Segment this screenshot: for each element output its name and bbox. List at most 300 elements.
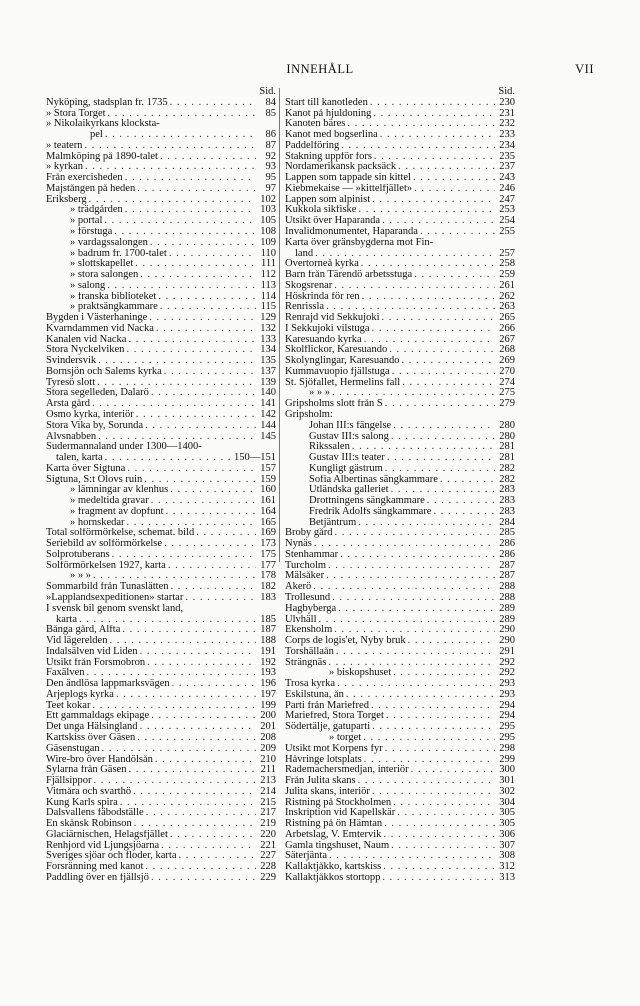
dot-leader [420,227,495,238]
toc-entry-page: 237 [499,162,515,173]
toc-entry [46,851,276,862]
toc-entry-page: 265 [499,313,515,324]
toc-entry-title: Bygden i Västerhaninge [46,313,148,324]
dot-leader [84,141,256,152]
dot-leader [164,367,256,378]
toc-entry-title: » slottskapellet [70,259,134,270]
dot-leader [155,755,256,766]
toc-entry-title: Sofia Albertinas sängkammare [309,474,438,485]
toc-entry-title: Kanot på hjuldoning [285,108,372,119]
toc-entry-title: Kummavuopio fjällstuga [285,366,390,377]
toc-entry-title: Stora Nyckelviken [46,345,125,356]
dot-leader [397,808,495,819]
toc-entry [285,550,515,561]
toc-entry-page: 283 [499,485,515,496]
dot-leader [140,270,256,281]
toc-entry-page: 246 [499,183,515,194]
dot-leader [161,841,256,852]
toc-entry [285,335,515,346]
toc-entry [46,464,276,475]
toc-entry-title: » lämningar av klenhus [70,485,169,496]
toc-entry [285,690,515,701]
toc-entry-page: 235 [499,151,515,162]
toc-entry [285,830,515,841]
toc-entry [46,216,276,227]
toc-entry [285,507,515,518]
toc-entry-page: 267 [499,334,515,345]
dot-leader [160,152,256,163]
dot-leader [125,173,256,184]
toc-entry-title: Gustav III:s salong [309,431,389,442]
toc-entry-page: 140 [260,388,276,399]
dot-leader [116,690,256,701]
dot-leader [389,345,495,356]
toc-entry-title: » trädgården [70,205,123,216]
toc-entry-page: 144 [260,420,276,431]
toc-entry [46,690,276,701]
toc-entry-title: Trosa kyrka [285,679,336,690]
toc-entry-title: Stora segelleden, Dalarö [46,388,149,399]
toc-entry [285,410,515,421]
toc-entry [46,744,276,755]
toc-entry [46,722,276,733]
toc-entry [46,636,276,647]
toc-entry-page: 192 [260,657,276,668]
toc-entry-page: 286 [499,549,515,560]
toc-entry-title: Stakning uppför fors [285,151,372,162]
toc-entry [285,378,515,389]
dot-leader [338,604,495,615]
toc-entry-page: 261 [499,280,515,291]
toc-entry-page: 105 [260,216,276,227]
dot-leader [371,701,495,712]
toc-entry [285,313,515,324]
toc-entry [46,335,276,346]
dot-leader [363,733,495,744]
toc-entry [285,205,515,216]
toc-entry-title: Höskrinda för ren [285,291,360,302]
toc-entry [285,141,515,152]
toc-entry-title: Gripsholm: [285,410,333,420]
dot-leader [392,367,495,378]
toc-entry-title: Utsikt från Forsmobron [46,657,146,668]
toc-entry-title: » teatern [46,140,83,151]
toc-entry-title: Ekensholm [285,625,333,636]
dot-leader [372,324,495,335]
dot-leader [147,658,256,669]
toc-entry-title: Seriebild av solförmörkelse [46,539,163,550]
toc-entry [285,238,515,249]
toc-entry-page: 304 [499,797,515,808]
toc-entry [46,539,276,550]
dot-leader [314,539,495,550]
toc-entry-page: 228 [260,862,276,873]
toc-entry-title: » » » [70,571,91,582]
toc-entry [285,776,515,787]
toc-entry [285,216,515,227]
toc-entry [285,281,515,292]
toc-entry [285,195,515,206]
dot-leader [337,679,495,690]
toc-entry-title: Renrissla [285,302,325,313]
toc-entry [46,378,276,389]
toc-entry-title: Karesuando kyrka [285,334,362,345]
toc-entry-page: 243 [499,173,515,184]
toc-entry-page: 142 [260,410,276,420]
toc-entry-title: Kiebmekaise — »kittelfjället» [285,183,413,194]
toc-entry-page: 227 [260,851,276,862]
dot-leader [151,388,256,399]
dot-leader [340,550,495,561]
dot-leader [102,744,256,755]
toc-entry-page: 139 [260,377,276,388]
toc-entry-title: Trollesund [285,593,331,604]
dot-leader [383,830,495,841]
toc-entry-page: 294 [499,711,515,722]
toc-entry-title: Älvsnabben [46,431,97,442]
toc-entry-page: 219 [260,819,276,830]
toc-entry-page: 111 [261,259,276,270]
toc-entry-title: Karta över gränsbygderna mot Fin- [285,237,434,248]
toc-entry [285,862,515,873]
dot-leader [109,636,256,647]
toc-entry-page: 255 [499,226,515,237]
dot-leader [87,668,257,679]
dot-leader [411,765,495,776]
toc-entry-page: 275 [499,388,515,399]
dot-leader [335,528,495,539]
toc-entry [46,550,276,561]
toc-entry [285,561,515,572]
dot-leader [315,249,495,260]
dot-leader [170,830,256,841]
toc-entry [285,432,515,443]
toc-entry-page: 283 [499,496,515,507]
dot-leader [427,496,495,507]
toc-entry-title: En skånsk Robinson [46,819,132,830]
toc-entry [285,356,515,367]
toc-entry-title: Nynäs [285,539,312,550]
toc-entry-page: 187 [260,625,276,636]
toc-entry [46,292,276,303]
toc-entry-page: 86 [265,130,276,141]
dot-leader [108,109,256,120]
toc-entry [285,571,515,582]
toc-entry-title: Åkerö [285,582,312,593]
toc-entry-page: 257 [499,248,515,259]
toc-entry-title: » kyrkan [46,162,84,173]
toc-entry-title: Fredrik Adolfs sängkammare [309,506,432,517]
toc-entry [285,162,515,173]
dot-leader [85,162,256,173]
dot-leader [151,711,256,722]
toc-entry-page: 270 [499,366,515,377]
toc-entry-page: 288 [499,593,515,604]
toc-entry [285,701,515,712]
dot-leader [393,668,495,679]
toc-entry [46,561,276,572]
toc-entry [285,798,515,809]
toc-entry-title: Forsränning med kanot [46,862,144,873]
toc-entry-title: Teet kokar [46,700,91,711]
toc-entry-title: Skolflickor, Karesuando [285,345,388,356]
toc-entry-title: Arjeplogs kyrka [46,689,114,700]
toc-entry [46,302,276,313]
dot-leader [105,453,232,464]
toc-entry-title: Kallaktjåkkos stortopp [285,872,381,883]
toc-entry-page: 293 [499,689,515,700]
dot-leader [144,475,256,486]
dot-leader [385,464,495,475]
toc-entry-page: 308 [499,851,515,862]
toc-entry-page: 145 [260,431,276,442]
toc-entry-title: Utsikt över Haparanda [285,216,381,227]
toc-entry-title: Solprotuberans [46,549,110,560]
toc-entry [285,528,515,539]
toc-entry-title: » stora salongen [70,270,139,281]
dot-leader [93,571,256,582]
toc-entry [46,711,276,722]
dot-leader [98,432,256,443]
dot-leader [374,152,495,163]
toc-entry-page: 305 [499,819,515,830]
toc-entry [46,388,276,399]
toc-entry [285,98,515,109]
toc-entry-page: 201 [260,722,276,733]
toc-entry-page: 135 [260,356,276,367]
toc-entry-title: Renhjord vid Ljungsjöarna [46,840,160,851]
toc-entry-page: 281 [499,442,515,453]
toc-entry-title: Årsta gård [46,399,91,410]
dot-leader [341,141,495,152]
toc-entry-title: » förstuga [70,226,113,237]
dot-leader [328,658,495,669]
toc-entry-page: 197 [260,689,276,700]
toc-entry-title: Solförmörkelsen 1927, karta [46,560,166,571]
toc-entry-title: Malmköping på 1890-talet [46,151,158,162]
toc-entry [46,356,276,367]
toc-entry-title: Start till kanotleden [285,97,368,108]
dot-leader [160,302,256,313]
toc-entry-title: Svindersvik [46,356,97,367]
dot-leader [140,722,256,733]
dot-leader [164,539,256,550]
toc-entry-page: 287 [499,571,515,582]
dot-leader [92,399,256,410]
dot-leader [313,582,495,593]
dot-leader [137,184,256,195]
toc-entry-page: 164 [260,506,276,517]
dot-leader [380,130,495,141]
toc-entry-page: 293 [499,679,515,690]
toc-entry [46,162,276,173]
toc-entry [46,109,276,120]
toc-entry-page: 150—151 [234,453,276,464]
toc-entry-title: » Stora Torget [46,108,106,119]
dot-leader [156,324,256,335]
toc-entry [46,367,276,378]
dot-leader [125,205,256,216]
toc-entry-page: 274 [499,377,515,388]
dot-leader [372,722,495,733]
dot-leader [433,507,495,518]
toc-entry-page: 259 [499,270,515,281]
toc-entry [46,259,276,270]
toc-entry-page: 247 [499,194,515,205]
toc-entry-page: 193 [260,668,276,679]
toc-entry-page: 295 [499,722,515,733]
toc-entry-page: 266 [499,323,515,334]
dot-leader [149,313,256,324]
toc-entry-title: Barn från Tärendö arbetsstuga [285,270,413,281]
toc-entry-page: 231 [499,108,515,119]
dot-leader [387,453,495,464]
toc-entry [46,668,276,679]
dot-leader [328,561,495,572]
toc-entry-page: 283 [499,506,515,517]
dot-leader [393,798,495,809]
toc-entry-page: 109 [260,237,276,248]
dot-leader [326,571,495,582]
toc-entry [46,819,276,830]
toc-entry-title: » torget [329,732,362,743]
toc-entry-title: Paddelföring [285,140,340,151]
toc-entry [285,130,515,141]
toc-entry-page: 312 [499,862,515,873]
toc-entry-page: 229 [260,872,276,883]
dot-leader [334,281,495,292]
toc-entry [285,442,515,453]
toc-entry [46,453,276,464]
toc-entry-title: Nordamerikansk packsäck [285,162,397,173]
toc-entry [46,615,276,626]
toc-entry-page: 199 [260,700,276,711]
dot-leader [336,647,495,658]
toc-entry [285,227,515,238]
dot-leader [391,841,495,852]
dot-leader [128,335,256,346]
toc-entry-page: 284 [499,517,515,528]
toc-entry [46,625,276,636]
toc-entry-page: 290 [499,636,515,647]
toc-entry-page: 280 [499,420,515,431]
toc-entry-title: » portal [70,216,103,227]
toc-entry [285,475,515,486]
dot-leader [413,173,495,184]
toc-entry [285,668,515,679]
toc-entry-page: 102 [260,194,276,205]
toc-entry-page: 292 [499,657,515,668]
dot-leader [112,550,256,561]
toc-entry-title: Kungligt gästrum [309,463,383,474]
toc-entry [46,130,276,141]
toc-entry-title: Sylarna från Gäsen [46,765,127,776]
toc-entry-title: Strängnäs [285,657,327,668]
toc-entry [285,787,515,798]
toc-entry-title: Vitmåra och svarthö [46,786,132,797]
toc-entry-page: 286 [499,539,515,550]
toc-entry [46,152,276,163]
dot-leader [105,130,256,141]
dot-leader [382,313,496,324]
toc-entry-title: Drottningens sängkammare [309,496,425,507]
toc-entry [46,173,276,184]
toc-entry-page: 161 [260,496,276,507]
toc-entry-title: Majstången på heden [46,183,136,194]
toc-entry [46,421,276,432]
toc-entry-page: 177 [260,560,276,571]
toc-entry-title: » » » [309,388,330,399]
toc-entry [285,625,515,636]
dot-leader [358,205,495,216]
toc-entry [46,798,276,809]
dot-leader [402,378,495,389]
toc-entry-title: » hornskedar [70,517,125,528]
toc-entry-page: 200 [260,711,276,722]
toc-entry-page: 294 [499,700,515,711]
toc-entry [46,345,276,356]
toc-entry-title: Invalidmonumentet, Haparanda [285,226,418,237]
toc-entry-title: » fragment av dopfunt [70,506,164,517]
toc-entry [285,841,515,852]
toc-entry-title: Dalsvallens fäbodställe [46,808,144,819]
toc-entry [46,410,276,421]
toc-entry [285,873,515,884]
toc-entry [285,539,515,550]
toc-entry-title: Fjällsippor [46,776,92,787]
sid-label-left: Sid. [259,86,276,97]
toc-entry-page: 221 [260,840,276,851]
toc-entry-page: 290 [499,625,515,636]
toc-entry [46,873,276,884]
toc-entry-page: 110 [260,248,276,259]
dot-leader [440,475,495,486]
toc-entry [46,862,276,873]
toc-entry [285,679,515,690]
toc-entry [285,755,515,766]
toc-entry-page: 159 [260,474,276,485]
toc-entry-page: 95 [265,173,276,184]
toc-column-left [46,87,276,884]
toc-entry [46,604,276,615]
toc-entry [46,765,276,776]
toc-entry-title: Mälsåker [285,571,325,582]
toc-entry-page: 97 [265,183,276,194]
toc-entry [46,776,276,787]
toc-entry [285,808,515,819]
toc-entry-page: 288 [499,582,515,593]
toc-entry-title: Kvarndammen vid Nacka [46,323,154,334]
toc-entry [46,593,276,604]
toc-entry-title: »Lapplandsexpeditionen» startar [46,593,184,604]
toc-entry-page: 254 [499,216,515,227]
toc-entry [46,141,276,152]
toc-entry-page: 137 [260,366,276,377]
toc-entry-title: Rademachersmedjan, interiör [285,765,409,776]
dot-leader [393,421,495,432]
dot-leader [92,701,256,712]
toc-entry-title: Hagbyberga [285,603,337,614]
dot-leader [79,615,256,626]
dot-leader [384,819,495,830]
dot-leader [140,647,256,658]
toc-entry-page: 103 [260,205,276,216]
toc-entry-title: » praktsängkammare [70,302,158,313]
toc-entry-page: 289 [499,614,515,625]
toc-entry-page: 220 [260,829,276,840]
toc-entry-title: Kallaktjåkko, kartskiss [285,862,382,873]
column-divider [279,88,280,562]
